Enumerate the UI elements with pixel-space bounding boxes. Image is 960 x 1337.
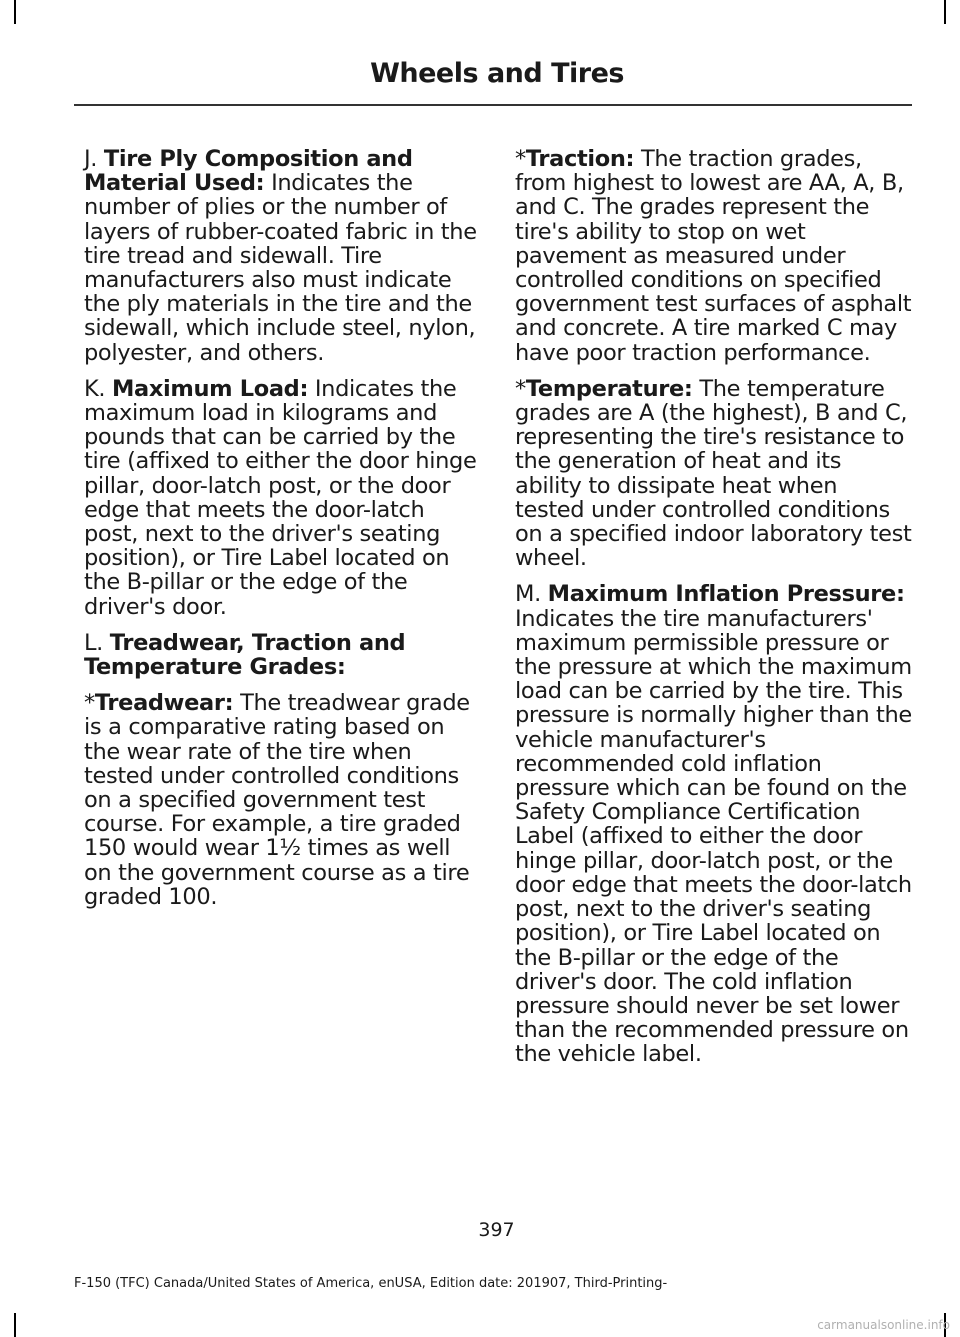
item-heading: Traction: [525, 146, 635, 172]
page-title: Wheels and Tires [370, 58, 624, 89]
item-prefix: M. [515, 581, 548, 608]
item-prefix: K. [84, 375, 113, 402]
paragraph-temperature [515, 377, 913, 571]
item-text: The temperature grades are A (the highest), B and C, representing the tire's resistance to the generation of heat and its ability to dissipate heat when tested under controlled conditions on a specified indoor laboratory test wheel. [515, 375, 912, 572]
item-heading: Maximum Inflation Pressure: [547, 581, 905, 608]
item-text: Indicates the number of plies or the number of layers of rubber-coated fabric in the tire tread and sidewall. Tire manufacturers also must indicate the ply materials in the tire and the sidewall, which include steel, nylon, polyester, and others. [84, 170, 477, 366]
watermark[interactable]: carmanualsonline.info [817, 1318, 950, 1332]
paragraph-max-inflation-pressure [515, 582, 913, 1066]
item-heading: Maximum Load: [112, 375, 309, 402]
item-text: The traction grades, from highest to lowest are AA, A, B, and C. The grades represent the tire's ability to stop on wet pavement as measured under controlled conditions on specified government test surfaces of asphalt and concrete. A tire marked C may have poor traction performance. [515, 146, 912, 366]
paragraph-treadwear [84, 691, 482, 909]
paragraph-traction [515, 147, 913, 365]
paragraph-ply-composition [84, 147, 482, 365]
item-text: Indicates the tire manufacturers' maximum permissible pressure or the pressure at which the maximum load can be carried by the tire. This pressure is normally higher than the vehicle manufacturer's recommended cold inflation pressure which can be found on the Safety Compliance Certification Label (affixed to either the door hinge pillar, door-latch post, or the door edge that meets the door-latch post, next to the driver's seating position), or Tire Label located on the B-pillar or the edge of the driver's door. The cold inflation pressure should never be set lower than the recommended pressure on the vehicle label. [515, 605, 912, 1068]
item-heading: Tire Ply Composition and Material Used: [84, 146, 413, 197]
item-prefix: * [515, 146, 526, 172]
item-prefix: L. [84, 629, 110, 656]
item-heading: Treadwear, Traction and Temperature Grades: [84, 629, 406, 681]
paragraph-maximum-load [84, 377, 482, 619]
item-heading: Treadwear: [94, 690, 234, 717]
left-column [84, 147, 482, 921]
paragraph-grades-heading [84, 631, 482, 679]
footer-edition-info: F-150 (TFC) Canada/United States of America, enUSA, Edition date: 201907, Third-Printing- [74, 1276, 668, 1291]
item-heading: Temperature: [525, 375, 693, 402]
item-text: Indicates the maximum load in kilograms and pounds that can be carried by the tire (affixed to either the door hinge pillar, door-latch post, or the door edge that meets the door-latch post, next to the driver's seating position), or Tire Label located on the B-pillar or the edge of the driver's door. [84, 375, 477, 620]
page-number: 397 [478, 1219, 515, 1241]
crop-mark-top-right [944, 0, 946, 24]
item-prefix: J. [84, 146, 104, 172]
header-divider [74, 104, 912, 106]
item-prefix: * [84, 690, 95, 717]
item-prefix: * [515, 375, 526, 402]
right-column [515, 147, 913, 1079]
crop-mark-bottom-left [14, 1313, 16, 1337]
item-text: The treadwear grade is a comparative rating based on the wear rate of the tire when tested under controlled conditions on a specified government test course. For example, a tire graded 150 would wear 1½ times as well on the government course as a tire graded 100. [84, 690, 470, 910]
crop-mark-top-left [14, 0, 16, 24]
